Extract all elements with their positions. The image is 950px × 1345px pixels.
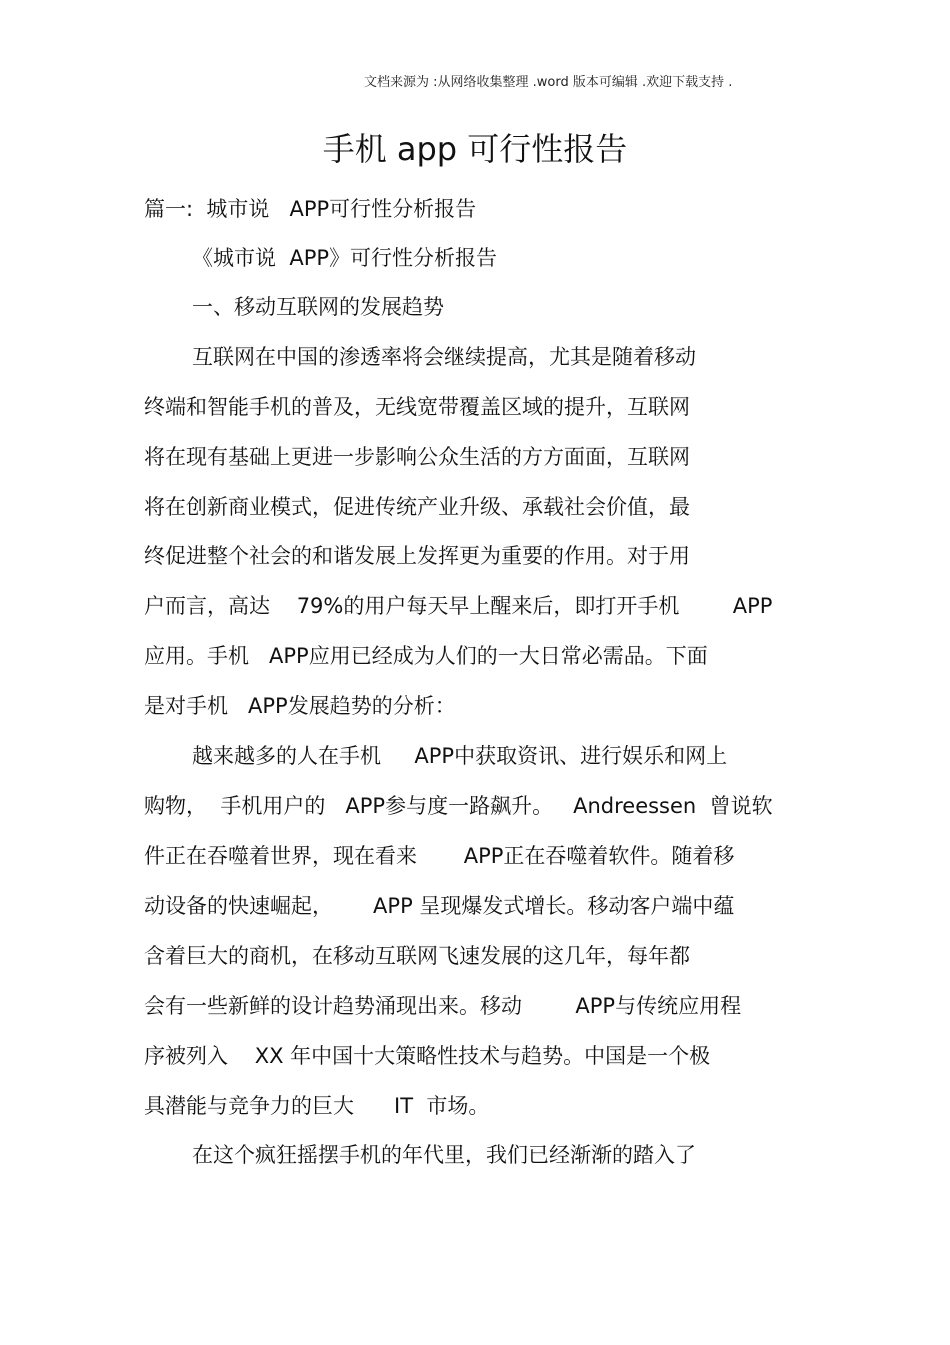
subtitle: 《城市说 APP》可行性分析报告 (192, 246, 498, 270)
paragraph-line: 将在现有基础上更进一步影响公众生活的方方面面，互联网 (144, 445, 690, 469)
paragraph-line: 户而言，高达 79%的用户每天早上醒来后，即打开手机 APP (144, 594, 773, 618)
paragraph-line: 序被列入 XX 年中国十大策略性技术与趋势。中国是一个极 (144, 1044, 711, 1068)
paragraph-line: 将在创新商业模式，促进传统产业升级、承载社会价值，最 (144, 495, 690, 519)
paragraph-line: 应用。手机 APP应用已经成为人们的一大日常必需品。下面 (144, 644, 708, 668)
paragraph-line: 动设备的快速崛起， APP 呈现爆发式增长。移动客户端中蕴 (144, 894, 735, 918)
paragraph-line: 互联网在中国的渗透率将会继续提高，尤其是随着移动 (192, 345, 696, 369)
section-heading: 篇一: 城市说 APP可行性分析报告 (144, 197, 477, 221)
paragraph-line: 越来越多的人在手机 APP中获取资讯、进行娱乐和网上 (192, 744, 728, 768)
paragraph-line: 在这个疯狂摇摆手机的年代里，我们已经渐渐的踏入了 (192, 1143, 696, 1167)
header-note: 文档来源为 :从网络收集整理 .word 版本可编辑 .欢迎下载支持 . (364, 75, 733, 90)
paragraph-line: 会有一些新鲜的设计趋势涌现出来。移动 APP与传统应用程 (144, 994, 742, 1018)
paragraph-line: 具潜能与竞争力的巨大 IT 市场。 (144, 1094, 490, 1118)
document-title: 手机 app 可行性报告 (322, 130, 628, 168)
paragraph-line: 购物， 手机用户的 APP参与度一路飙升。 Andreessen 曾说软 (144, 794, 773, 818)
paragraph-line: 是对手机 APP发展趋势的分析： (144, 694, 456, 718)
paragraph-line: 终端和智能手机的普及，无线宽带覆盖区域的提升，互联网 (144, 395, 690, 419)
subsection-heading: 一、移动互联网的发展趋势 (192, 295, 444, 319)
paragraph-line: 件正在吞噬着世界，现在看来 APP正在吞噬着软件。随着移 (144, 844, 735, 868)
paragraph-line: 含着巨大的商机，在移动互联网飞速发展的这几年，每年都 (144, 944, 690, 968)
paragraph-line: 终促进整个社会的和谐发展上发挥更为重要的作用。对于用 (144, 544, 690, 568)
